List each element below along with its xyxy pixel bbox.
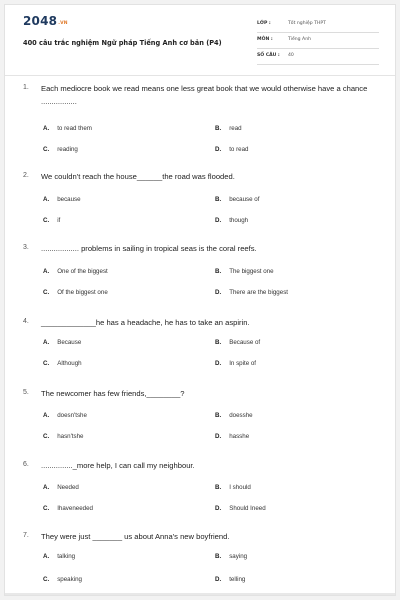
document-header xyxy=(5,5,395,75)
question-text: .................. problems in sailing in tropical seas is the coral reefs. xyxy=(41,244,257,253)
option-letter: C. xyxy=(43,217,50,224)
option-letter: C. xyxy=(43,289,50,296)
option-a[interactable] xyxy=(43,412,87,419)
question-number: 2. xyxy=(23,172,29,179)
option-b[interactable] xyxy=(215,484,251,491)
question-number: 1. xyxy=(23,84,29,91)
question-number: 4. xyxy=(23,318,29,325)
option-text: Ihaveneeded xyxy=(57,505,93,512)
meta-label: LỚP : xyxy=(257,21,271,26)
option-letter: D. xyxy=(215,289,222,296)
option-letter: C. xyxy=(43,433,50,440)
option-d[interactable] xyxy=(215,360,256,367)
option-d[interactable] xyxy=(215,505,266,512)
meta-label: SỐ CÂU : xyxy=(257,53,280,58)
option-d[interactable] xyxy=(215,433,249,440)
option-a[interactable] xyxy=(43,125,92,132)
document-title: 400 câu trắc nghiệm Ngữ pháp Tiếng Anh cơ bản (P4) xyxy=(23,39,222,47)
option-text: hasn'tshe xyxy=(57,433,84,440)
option-a[interactable] xyxy=(43,339,81,346)
option-letter: D. xyxy=(215,505,222,512)
option-b[interactable] xyxy=(215,412,253,419)
option-text: Because of xyxy=(229,339,261,346)
option-b[interactable] xyxy=(215,553,247,560)
option-text: I should xyxy=(229,484,251,491)
option-text: Of the biggest one xyxy=(57,289,108,296)
option-letter: C. xyxy=(43,146,50,153)
option-text: Because xyxy=(57,339,82,346)
option-d[interactable] xyxy=(215,576,245,583)
option-letter: C. xyxy=(43,360,50,367)
option-a[interactable] xyxy=(43,268,108,275)
question-text: We couldn't reach the house______the road was flooded. xyxy=(41,172,235,181)
option-c[interactable] xyxy=(43,289,108,296)
option-letter: B. xyxy=(215,339,222,346)
option-letter: D. xyxy=(215,146,222,153)
option-text: saying xyxy=(229,553,248,560)
header-divider xyxy=(5,75,395,76)
logo-suffix: .VN xyxy=(58,21,68,26)
option-letter: A. xyxy=(43,196,50,203)
option-b[interactable] xyxy=(215,196,259,203)
option-letter: D. xyxy=(215,360,222,367)
option-b[interactable] xyxy=(215,125,242,132)
question-text: Each mediocre book we read means one less great book that we would otherwise have a chance ................. xyxy=(41,84,368,106)
option-text: read xyxy=(229,125,242,132)
option-letter: B. xyxy=(215,412,222,419)
document-meta xyxy=(257,19,379,67)
option-c[interactable] xyxy=(43,505,93,512)
meta-row-count xyxy=(257,51,379,65)
option-text: Needed xyxy=(57,484,79,491)
option-a[interactable] xyxy=(43,553,75,560)
option-letter: A. xyxy=(43,125,50,132)
option-letter: D. xyxy=(215,433,222,440)
option-d[interactable] xyxy=(215,146,248,153)
document-page xyxy=(4,4,396,596)
option-text: because of xyxy=(229,196,260,203)
question-text: The newcomer has few friends,________? xyxy=(41,389,185,398)
meta-value: 40 xyxy=(288,53,294,58)
option-c[interactable] xyxy=(43,217,60,224)
option-c[interactable] xyxy=(43,433,83,440)
option-letter: B. xyxy=(215,484,222,491)
option-letter: B. xyxy=(215,196,222,203)
option-letter: D. xyxy=(215,576,222,583)
meta-value: Tốt nghiệp THPT xyxy=(288,21,326,26)
option-text: There are the biggest xyxy=(229,289,289,296)
meta-label: MÔN : xyxy=(257,37,273,42)
question-text: They were just _______ us about Anna's new boyfriend. xyxy=(41,532,230,541)
option-letter: A. xyxy=(43,412,50,419)
option-a[interactable] xyxy=(43,484,79,491)
option-text: The biggest one xyxy=(229,268,274,275)
option-b[interactable] xyxy=(215,268,274,275)
option-letter: A. xyxy=(43,339,50,346)
question-number: 7. xyxy=(23,532,29,539)
option-text: doesshe xyxy=(229,412,253,419)
option-text: reading xyxy=(57,146,78,153)
option-c[interactable] xyxy=(43,146,78,153)
option-letter: B. xyxy=(215,553,222,560)
option-c[interactable] xyxy=(43,360,82,367)
option-letter: B. xyxy=(215,125,222,132)
option-letter: C. xyxy=(43,505,50,512)
option-text: to read them xyxy=(57,125,92,132)
option-text: One of the biggest xyxy=(57,268,108,275)
option-text: hasshe xyxy=(229,433,250,440)
meta-row-subject xyxy=(257,35,379,49)
option-text: talking xyxy=(57,553,76,560)
meta-row-grade xyxy=(257,19,379,33)
option-text: Should Ineed xyxy=(229,505,266,512)
option-a[interactable] xyxy=(43,196,81,203)
option-letter: A. xyxy=(43,484,50,491)
logo-text: 2048 xyxy=(23,14,58,28)
option-text: In spite of xyxy=(229,360,257,367)
option-letter: A. xyxy=(43,553,50,560)
question-text: ..............._more help, I can call my neighbour. xyxy=(41,461,195,470)
option-text: Although xyxy=(57,360,82,367)
option-letter: C. xyxy=(43,576,50,583)
page-bottom-edge xyxy=(5,593,395,595)
question-number: 3. xyxy=(23,244,29,251)
option-letter: B. xyxy=(215,268,222,275)
option-text: though xyxy=(229,217,249,224)
option-d[interactable] xyxy=(215,217,248,224)
option-text: doesn'tshe xyxy=(57,412,87,419)
option-text: if xyxy=(57,217,61,224)
option-text: telling xyxy=(229,576,246,583)
question-number: 5. xyxy=(23,389,29,396)
option-text: to read xyxy=(229,146,249,153)
question-number: 6. xyxy=(23,461,29,468)
option-text: speaking xyxy=(57,576,82,583)
option-d[interactable] xyxy=(215,289,288,296)
option-b[interactable] xyxy=(215,339,260,346)
meta-value: Tiếng Anh xyxy=(288,37,312,42)
site-logo[interactable] xyxy=(23,14,68,28)
option-c[interactable] xyxy=(43,576,82,583)
option-text: because xyxy=(57,196,81,203)
option-letter: A. xyxy=(43,268,50,275)
question-text: _____________he has a headache, he has to take an aspirin. xyxy=(41,318,250,327)
option-letter: D. xyxy=(215,217,222,224)
